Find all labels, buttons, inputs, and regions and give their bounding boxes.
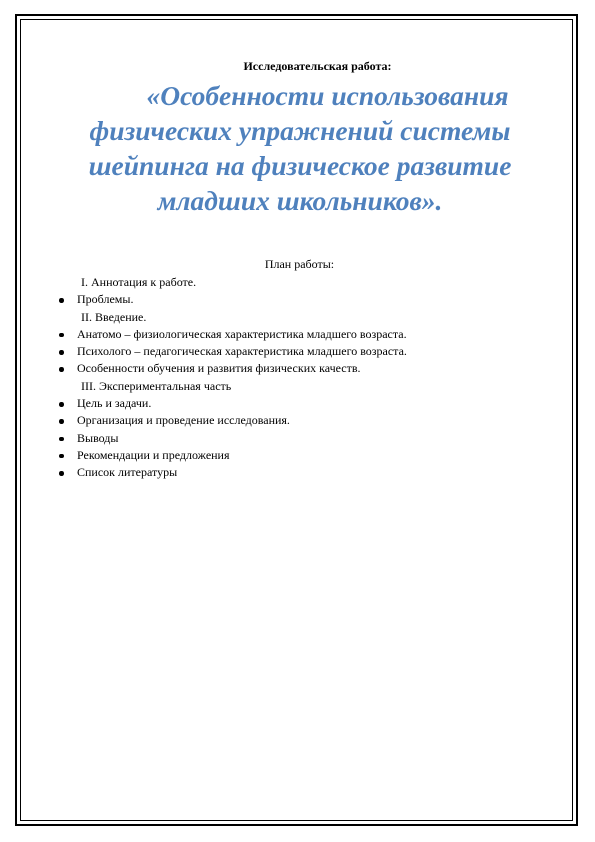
plan-section-item (0, 378, 560, 395)
bullet-icon (59, 419, 64, 424)
plan-item-text: I. Аннотация к работе. (81, 275, 197, 289)
bullet-icon (59, 437, 64, 442)
bullet-icon (59, 333, 64, 338)
plan-bullet-item (0, 447, 560, 464)
plan-bullet-item (0, 291, 560, 308)
plan-item-text: Особенности обучения и развития физических качеств. (77, 361, 361, 376)
plan-item-text: Цель и задачи. (77, 396, 152, 411)
plan-bullet-item (0, 464, 560, 481)
bullet-icon (59, 367, 64, 372)
bullet-icon (59, 298, 64, 303)
plan-bullet-item (0, 430, 560, 447)
plan-item-text: Организация и проведение исследования. (77, 413, 290, 428)
plan-section-item (0, 274, 560, 291)
bullet-icon (59, 350, 64, 355)
plan-bullet-item (0, 326, 560, 343)
plan-section-item (0, 309, 560, 326)
bullet-icon (59, 471, 64, 476)
plan-bullet-item (0, 412, 560, 429)
plan-item-text: Анатомо – физиологическая характеристика младшего возраста. (77, 326, 407, 341)
plan-heading: План работы: (264, 257, 335, 271)
bullet-icon (59, 454, 64, 459)
plan-item-text: Список литературы (77, 465, 178, 480)
document-kind: Исследовательская работа: (243, 59, 392, 73)
document-title: «Особенности использования физических упражнений системы шейпинга на физическое развитие младших школьников». (88, 80, 512, 216)
plan-item-text: Выводы (77, 430, 119, 445)
plan-item-text: II. Введение. (81, 309, 147, 324)
plan-bullet-item (0, 360, 560, 377)
plan-item-text: Психолого – педагогическая характеристика младшего возраста. (77, 344, 407, 359)
plan-bullet-item (0, 395, 560, 412)
plan-item-text: III. Экспериментальная часть (81, 378, 232, 393)
plan-item-text: Проблемы. (77, 292, 134, 307)
bullet-icon (59, 402, 64, 407)
plan-list (0, 274, 560, 482)
plan-item-text: Рекомендации и предложения (77, 447, 230, 462)
plan-bullet-item (0, 343, 560, 360)
